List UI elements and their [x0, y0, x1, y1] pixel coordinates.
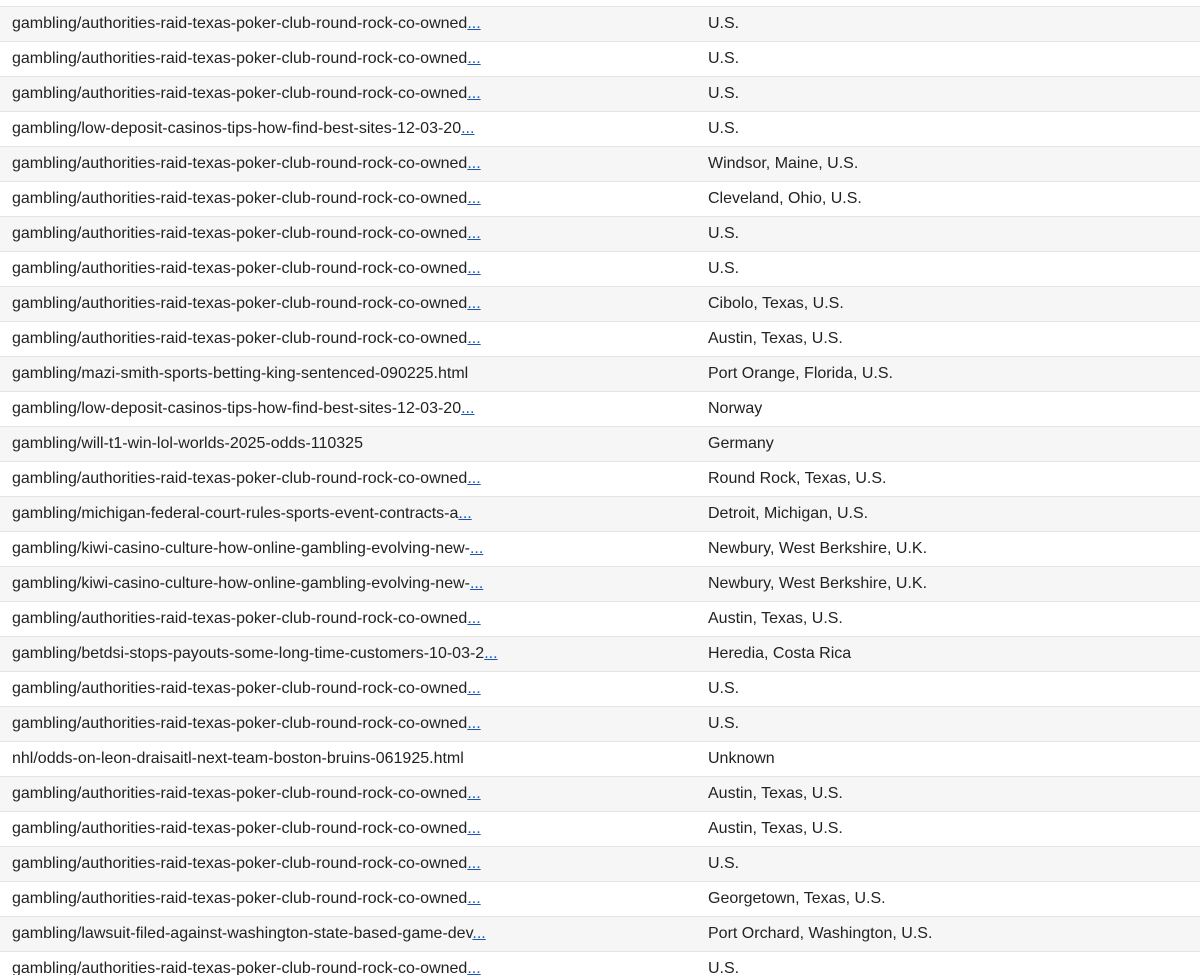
location-cell: U.S.: [708, 120, 740, 137]
expand-path-link[interactable]: ...: [467, 15, 481, 32]
page-path-cell: [0, 120, 697, 138]
page-path-cell: [0, 15, 697, 33]
table-row: [0, 951, 1200, 975]
page-path-text: gambling/authorities-raid-texas-poker-club-round-rock-co-owned: [12, 470, 468, 487]
table-row: [0, 216, 1200, 251]
table-row: [0, 41, 1200, 76]
expand-path-link[interactable]: ...: [467, 295, 481, 312]
table-row: [0, 566, 1200, 601]
page-path-cell: [0, 225, 697, 243]
location-cell: Austin, Texas, U.S.: [708, 785, 843, 802]
expand-path-link[interactable]: ...: [458, 505, 472, 522]
expand-path-link[interactable]: ...: [467, 50, 481, 67]
table-row: [0, 601, 1200, 636]
page-path-text: gambling/authorities-raid-texas-poker-club-round-rock-co-owned: [12, 155, 468, 172]
location-cell: U.S.: [708, 50, 740, 67]
location-cell: Austin, Texas, U.S.: [708, 610, 843, 627]
page-path-cell: [0, 50, 697, 68]
page-path-text: gambling/low-deposit-casinos-tips-how-find-best-sites-12-03-20: [12, 120, 462, 137]
expand-path-link[interactable]: ...: [467, 610, 481, 627]
expand-path-link[interactable]: ...: [461, 400, 475, 417]
location-cell: Austin, Texas, U.S.: [708, 330, 843, 347]
location-cell: Newbury, West Berkshire, U.K.: [708, 575, 928, 592]
location-cell: Round Rock, Texas, U.S.: [708, 470, 887, 487]
page-path-text: gambling/authorities-raid-texas-poker-club-round-rock-co-owned: [12, 890, 468, 907]
page-path-cell: [0, 750, 697, 768]
page-path-text: gambling/authorities-raid-texas-poker-club-round-rock-co-owned: [12, 50, 468, 67]
location-cell: Unknown: [708, 750, 775, 767]
page-path-text: gambling/authorities-raid-texas-poker-club-round-rock-co-owned: [12, 820, 468, 837]
page-path-text: gambling/authorities-raid-texas-poker-club-round-rock-co-owned: [12, 610, 468, 627]
page-path-cell: [0, 505, 697, 523]
location-cell: Cibolo, Texas, U.S.: [708, 295, 844, 312]
expand-path-link[interactable]: ...: [467, 260, 481, 277]
table-row: [0, 181, 1200, 216]
expand-path-link[interactable]: ...: [469, 540, 484, 557]
table-row: [0, 391, 1200, 426]
table-row: [0, 146, 1200, 181]
expand-path-link[interactable]: ...: [472, 925, 486, 942]
page-path-cell: [0, 960, 697, 975]
page-path-text: gambling/will-t1-win-lol-worlds-2025-odds-110325: [12, 435, 363, 452]
page-path-text: gambling/authorities-raid-texas-poker-club-round-rock-co-owned: [12, 715, 468, 732]
location-cell: U.S.: [708, 680, 740, 697]
table-row: [0, 531, 1200, 566]
location-cell: U.S.: [708, 225, 740, 242]
table-row: [0, 76, 1200, 111]
table-row: [0, 636, 1200, 671]
location-cell: Georgetown, Texas, U.S.: [708, 890, 886, 907]
page-path-text: gambling/authorities-raid-texas-poker-club-round-rock-co-owned: [12, 855, 468, 872]
location-cell: Cleveland, Ohio, U.S.: [708, 190, 862, 207]
location-cell: U.S.: [708, 855, 740, 872]
location-cell: Newbury, West Berkshire, U.K.: [708, 540, 928, 557]
table-row: [0, 671, 1200, 706]
page-path-cell: [0, 190, 697, 208]
page-path-text: gambling/lawsuit-filed-against-washington-state-based-game-dev: [12, 925, 473, 942]
expand-path-link[interactable]: ...: [467, 155, 481, 172]
table-row: [0, 356, 1200, 391]
page-path-text: gambling/authorities-raid-texas-poker-club-round-rock-co-owned: [12, 260, 468, 277]
page-path-text: gambling/authorities-raid-texas-poker-club-round-rock-co-owned: [12, 15, 468, 32]
page-path-cell: [0, 680, 697, 698]
page-path-text: gambling/authorities-raid-texas-poker-club-round-rock-co-owned: [12, 960, 468, 975]
expand-path-link[interactable]: ...: [467, 890, 481, 907]
page-path-cell: [0, 260, 697, 278]
page-path-cell: [0, 610, 697, 628]
table-row: [0, 811, 1200, 846]
page-path-text: gambling/authorities-raid-texas-poker-club-round-rock-co-owned: [12, 295, 468, 312]
location-cell: Port Orchard, Washington, U.S.: [708, 925, 933, 942]
page-path-cell: [0, 400, 697, 418]
page-path-cell: [0, 540, 697, 558]
page-path-cell: [0, 330, 697, 348]
page-path-text: gambling/authorities-raid-texas-poker-club-round-rock-co-owned: [12, 785, 468, 802]
page-path-text: gambling/kiwi-casino-culture-how-online-gambling-evolving-new-: [12, 575, 470, 592]
expand-path-link[interactable]: ...: [469, 575, 484, 592]
expand-path-link[interactable]: ...: [467, 715, 481, 732]
page-path-cell: [0, 295, 697, 313]
expand-path-link[interactable]: ...: [467, 855, 481, 872]
page-path-text: gambling/low-deposit-casinos-tips-how-find-best-sites-12-03-20: [12, 400, 462, 417]
page-path-cell: [0, 820, 697, 838]
location-cell: U.S.: [708, 260, 740, 277]
table-row: [0, 461, 1200, 496]
page-path-cell: [0, 715, 697, 733]
location-cell: U.S.: [708, 85, 740, 102]
location-cell: Austin, Texas, U.S.: [708, 820, 843, 837]
expand-path-link[interactable]: ...: [467, 960, 481, 975]
page-path-text: gambling/betdsi-stops-payouts-some-long-time-customers-10-03-2: [12, 645, 485, 662]
page-path-text: gambling/authorities-raid-texas-poker-club-round-rock-co-owned: [12, 330, 468, 347]
page-path-text: gambling/kiwi-casino-culture-how-online-gambling-evolving-new-: [12, 540, 470, 557]
page-path-cell: [0, 365, 697, 383]
page-path-cell: [0, 470, 697, 488]
expand-path-link[interactable]: ...: [467, 785, 481, 802]
page-path-cell: [0, 645, 697, 663]
page-path-cell: [0, 890, 697, 908]
location-cell: U.S.: [708, 960, 740, 975]
page-path-cell: [0, 155, 697, 173]
page-path-text: gambling/mazi-smith-sports-betting-king-sentenced-090225.html: [12, 365, 469, 382]
page-path-cell: [0, 855, 697, 873]
page-path-cell: [0, 85, 697, 103]
table-row: [0, 916, 1200, 951]
table-row: [0, 846, 1200, 881]
location-cell: Detroit, Michigan, U.S.: [708, 505, 869, 522]
expand-path-link[interactable]: ...: [467, 225, 481, 242]
location-cell: U.S.: [708, 715, 740, 732]
location-cell: Germany: [708, 435, 774, 452]
expand-path-link[interactable]: ...: [467, 85, 481, 102]
expand-path-link[interactable]: ...: [461, 120, 475, 137]
expand-path-link[interactable]: ...: [467, 190, 481, 207]
page-path-text: gambling/authorities-raid-texas-poker-club-round-rock-co-owned: [12, 680, 468, 697]
table-row: [0, 286, 1200, 321]
table-row: [0, 426, 1200, 461]
table-row: [0, 706, 1200, 741]
table-row: [0, 776, 1200, 811]
location-cell: Windsor, Maine, U.S.: [708, 155, 859, 172]
table-row: [0, 251, 1200, 286]
page-path-text: gambling/authorities-raid-texas-poker-club-round-rock-co-owned: [12, 225, 468, 242]
expand-path-link[interactable]: ...: [467, 330, 481, 347]
table-row: [0, 496, 1200, 531]
location-cell: Port Orange, Florida, U.S.: [708, 365, 893, 382]
location-cell: U.S.: [708, 15, 740, 32]
expand-path-link[interactable]: ...: [467, 680, 481, 697]
expand-path-link[interactable]: ...: [484, 645, 498, 662]
table-row: [0, 111, 1200, 146]
table-row: [0, 321, 1200, 356]
page-path-text: gambling/michigan-federal-court-rules-sports-event-contracts-a: [12, 505, 459, 522]
page-path-cell: [0, 925, 697, 943]
location-cell: Heredia, Costa Rica: [708, 645, 852, 662]
table-body: [0, 6, 1200, 975]
table-row: [0, 741, 1200, 776]
location-cell: Norway: [708, 400, 763, 417]
expand-path-link[interactable]: ...: [467, 820, 481, 837]
expand-path-link[interactable]: ...: [467, 470, 481, 487]
table-row: [0, 881, 1200, 916]
page-path-cell: [0, 575, 697, 593]
page-path-cell: [0, 435, 697, 453]
page-path-text: gambling/authorities-raid-texas-poker-club-round-rock-co-owned: [12, 85, 468, 102]
table-row: [0, 6, 1200, 41]
page-path-text: gambling/authorities-raid-texas-poker-club-round-rock-co-owned: [12, 190, 468, 207]
page-path-cell: [0, 785, 697, 803]
page-path-text: nhl/odds-on-leon-draisaitl-next-team-boston-bruins-061925.html: [12, 750, 464, 767]
